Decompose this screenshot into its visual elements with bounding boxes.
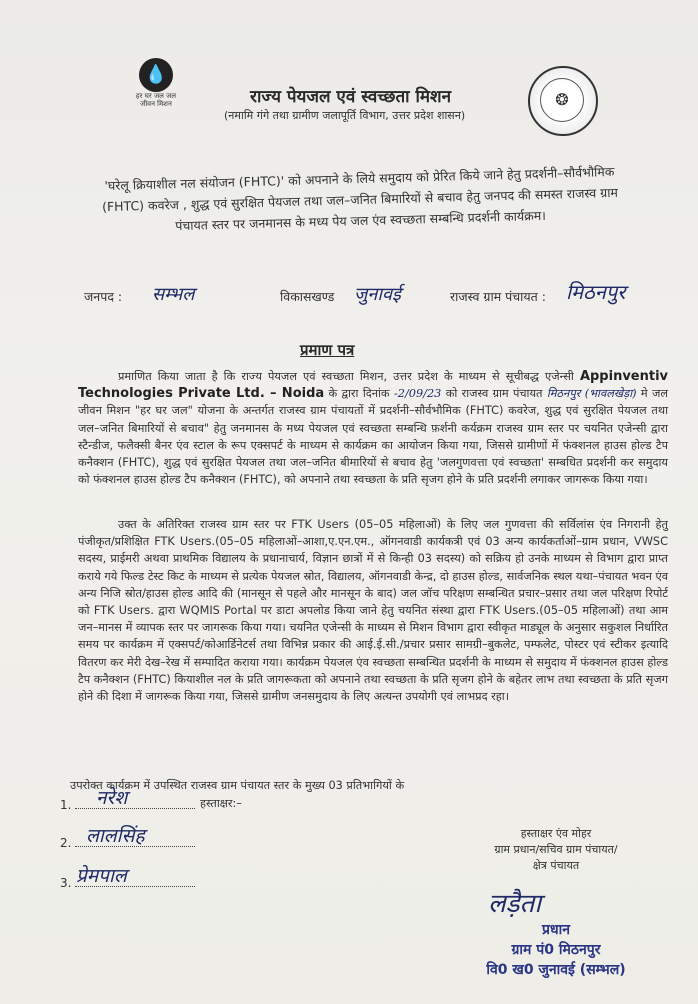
- panchayat-label: राजस्व ग्राम पंचायत :: [450, 289, 546, 304]
- vikaskhand-label: विकासखण्ड: [280, 289, 335, 304]
- official-stamp: [456, 920, 656, 980]
- closing-line: उपरोक्त कार्यक्रम में उपस्थित राजस्व ग्राम पंचायत स्तर के मुख्य 03 प्रतिभागियों के: [70, 779, 405, 792]
- paragraph-2: [78, 516, 668, 705]
- signatures-heading: हस्ताक्षर:–: [200, 797, 242, 810]
- participant-signature: नरेश: [96, 787, 128, 809]
- water-drop-icon: 💧: [139, 58, 173, 92]
- para2-text: उक्त के अतिरिक्त राजस्व ग्राम स्तर पर FTK Users (05–05 महिलाओं) के लिए जल गुणवत्ता की सर्विलांस एंव निगरानी हेतु पंजीकृत/प्रशिक्षित FTK Users.(05–05 महिलाओं–आशा,ए.एन.एम., ऑगनवाडी कार्यकत्री एवं 03 अन्य कार्यकर्ताओं–ग्राम प्रधान, VWSC सदस्य, प्राईमरी अथवा प्राथमिक विद्यालय के प्रधानाचार्य, विज्ञान छात्रों में से किन्ही 03 सदस्य) को सक्रिय हो उनके माध्यम से विभाग द्वारा प्राप्त कराये गये फिल्ड टेस्ट किट के माध्यम से प्रत्येक पेयजल स्रोत, विद्यालय, ऑगनवाडी केन्द्र, दो हाउस होल्ड, सार्वजनिक स्थल यथा–पंचायत भवन एंव अन्य निजि स्रोत/हाउस होल्ड आदि की (मानसून से पहले और मानसून के बाद) जल जॉच परिक्षण सम्बन्धित प्रचार–प्रसार तथा जल परिक्षण रिपोर्ट को FTK Users. द्वारा WQMIS Portal पर डाटा अपलोड किया जाने हेतु चयनित संस्था द्वारा FTK Users.(05–05 महिलाओं) तथा आम जन–मानस में व्यापक स्तर पर जागरूक किया गया। चयनित एजेन्सी के माध्यम से मिशन विभाग द्वारा स्वीकृत माड्यूल के अनुसार सकुशल निर्धारित समय पर कार्यक्रम में एक्सपर्ट/कोआर्डिनेटर्स तथा विभिन्न प्रकार की आई.ई.सी./प्रचार प्रसार सामग्री–बुकलेट, पम्फलेट, पोस्टर एवं स्टीकर इत्यादि वितरण कर मेरी देख–रेख में सम्पादित कराया गया। कार्यक्रम पेयजल एंव स्वच्छता सम्बन्धित प्रदर्शनी के माध्यम से समुदाय में फंक्शनल हाउस होल्ड टैप कनैक्शन (FHTC) कियाशील नल के प्रति जागरूकता को अपनाने तथा स्वच्छता के प्रति सृजग होने के बहेतर लाभ तथा स्वच्छता के प्रति सृजग होने की दिशा में जागरूक किया गया, जिससे ग्रामीण जनसमुदाय के लिए अत्यन्त उपयोगी एवं लाभप्रद रहा।: [78, 518, 668, 704]
- para1-after-date: को राजस्व ग्राम पंचायत: [445, 387, 543, 401]
- participant-signature: प्रेमपाल: [76, 865, 127, 887]
- stamp-title: प्रधान: [542, 922, 570, 938]
- sign-role-2: क्षेत्र पंचायत: [532, 859, 580, 872]
- village-handwritten: मिठनपुर (भावलखेड़ा): [546, 387, 637, 401]
- para1-intro: प्रमाणित किया जाता है कि राज्य पेयजल एवं स्वच्छता मिशन, उत्तर प्रदेश के माध्यम से सूचीबद्ध एजेन्सी: [118, 370, 574, 383]
- janpad-label: जनपद :: [84, 289, 123, 304]
- org-title: राज्य पेयजल एवं स्वच्छता मिशन: [250, 87, 452, 107]
- logo-left-text: हर घर जल जल जीवन मिशन: [135, 92, 177, 108]
- har-ghar-jal-logo: [128, 58, 184, 108]
- panchayat-value: मिठनपुर: [566, 280, 626, 304]
- para1-after-company: के द्वारा दिनांक: [328, 387, 390, 401]
- program-title: 'घरेलू क्रियाशील नल संयोजन (FHTC)' को अपनाने के लिये समुदाय को प्रेरित किये जाने हेतु प्रदर्शनी–सौर्वभौमिक (FHTC) कवरेज , शुद्ध एवं सुरक्षित पेयजल तथा जल–जनित बिमारियों से बचाव हेतु जनपद की समस्त राजस्व ग्राम पंचायत स्तर पर जनमानस के मध्य पेय जल एंव स्वच्छता सम्बन्धि प्रदर्शनी कार्यक्रम।: [101, 163, 619, 234]
- stamp-village: ग्राम पं0 मिठनपुर: [511, 942, 601, 958]
- vikaskhand-value: जुनावई: [354, 284, 401, 305]
- org-subtitle: (नमामि गंगे तथा ग्रामीण जलापूर्ति विभाग, उत्तर प्रदेश शासन): [224, 109, 466, 122]
- participant-1: [60, 798, 195, 812]
- sign-role: ग्राम प्रधान/सचिव ग्राम पंचायत/: [494, 843, 618, 856]
- participant-signature: लालसिंह: [86, 825, 145, 847]
- stamp-block: वि0 ख0 जुनावई (सम्भल): [486, 962, 626, 978]
- date-handwritten: -2/09/23: [393, 387, 442, 401]
- para1-rest: मे जल जीवन मिशन "हर घर जल" योजना के अन्तर्गत राजस्व ग्राम पंचायतों में प्रदर्शनी–सौर्वभौमिक (FHTC) कवरेज, शुद्ध एवं सुरक्षित पेयजल तथा जल–जनित बिमारियों से बचाव" हेतु जनमानस के मध्य पेयजल एवं स्वच्छता सम्बन्धि फ़र्शनी कर्यक्रम राजस्व ग्राम स्तर पर चयनित एजेन्सी द्वारा स्टैन्डीज, फलैक्सी बैनर एंव स्टाल के रूप एक्सपर्ट के माध्यम से कार्यक्रम का आयोजन किया गया, जिससे ग्रामीणों में फंक्शनल हाउस होल्ड टैप कनैक्शन (FHTC), शुद्ध एवं सुरक्षित पेयजल तथा जल–जनित बीमारियों से बचाव हेतु 'जलगुणवत्ता एवं स्वच्छता' सम्बधित प्रदर्शनी कर समुदाय को फंक्शनल हाउस होल्ड टैप कनैक्शन (FHTC), को अपनाने तथा स्वच्छता के प्रति सृजग होने के प्रति प्रदर्शनी लगाकर जागरूक किया गया।: [78, 387, 669, 487]
- participant-number: 2.: [60, 836, 72, 850]
- signature-block: [456, 826, 656, 874]
- certificate-title: प्रमाण पत्र: [300, 341, 355, 359]
- up-government-emblem: [528, 66, 598, 136]
- sign-label: हस्ताक्षर एंव मोहर: [520, 827, 592, 840]
- participant-number: 1.: [60, 798, 72, 812]
- participant-number: 3.: [60, 876, 72, 890]
- janpad-value: सम्भल: [152, 284, 195, 305]
- fields-row: [84, 280, 684, 314]
- emblem-icon: ❂: [540, 78, 584, 122]
- paragraph-1: [78, 368, 668, 488]
- pradhan-signature: लड़ैता: [488, 889, 542, 919]
- agency-name: Appinventiv Technologies Private Ltd. – Noida: [78, 369, 669, 402]
